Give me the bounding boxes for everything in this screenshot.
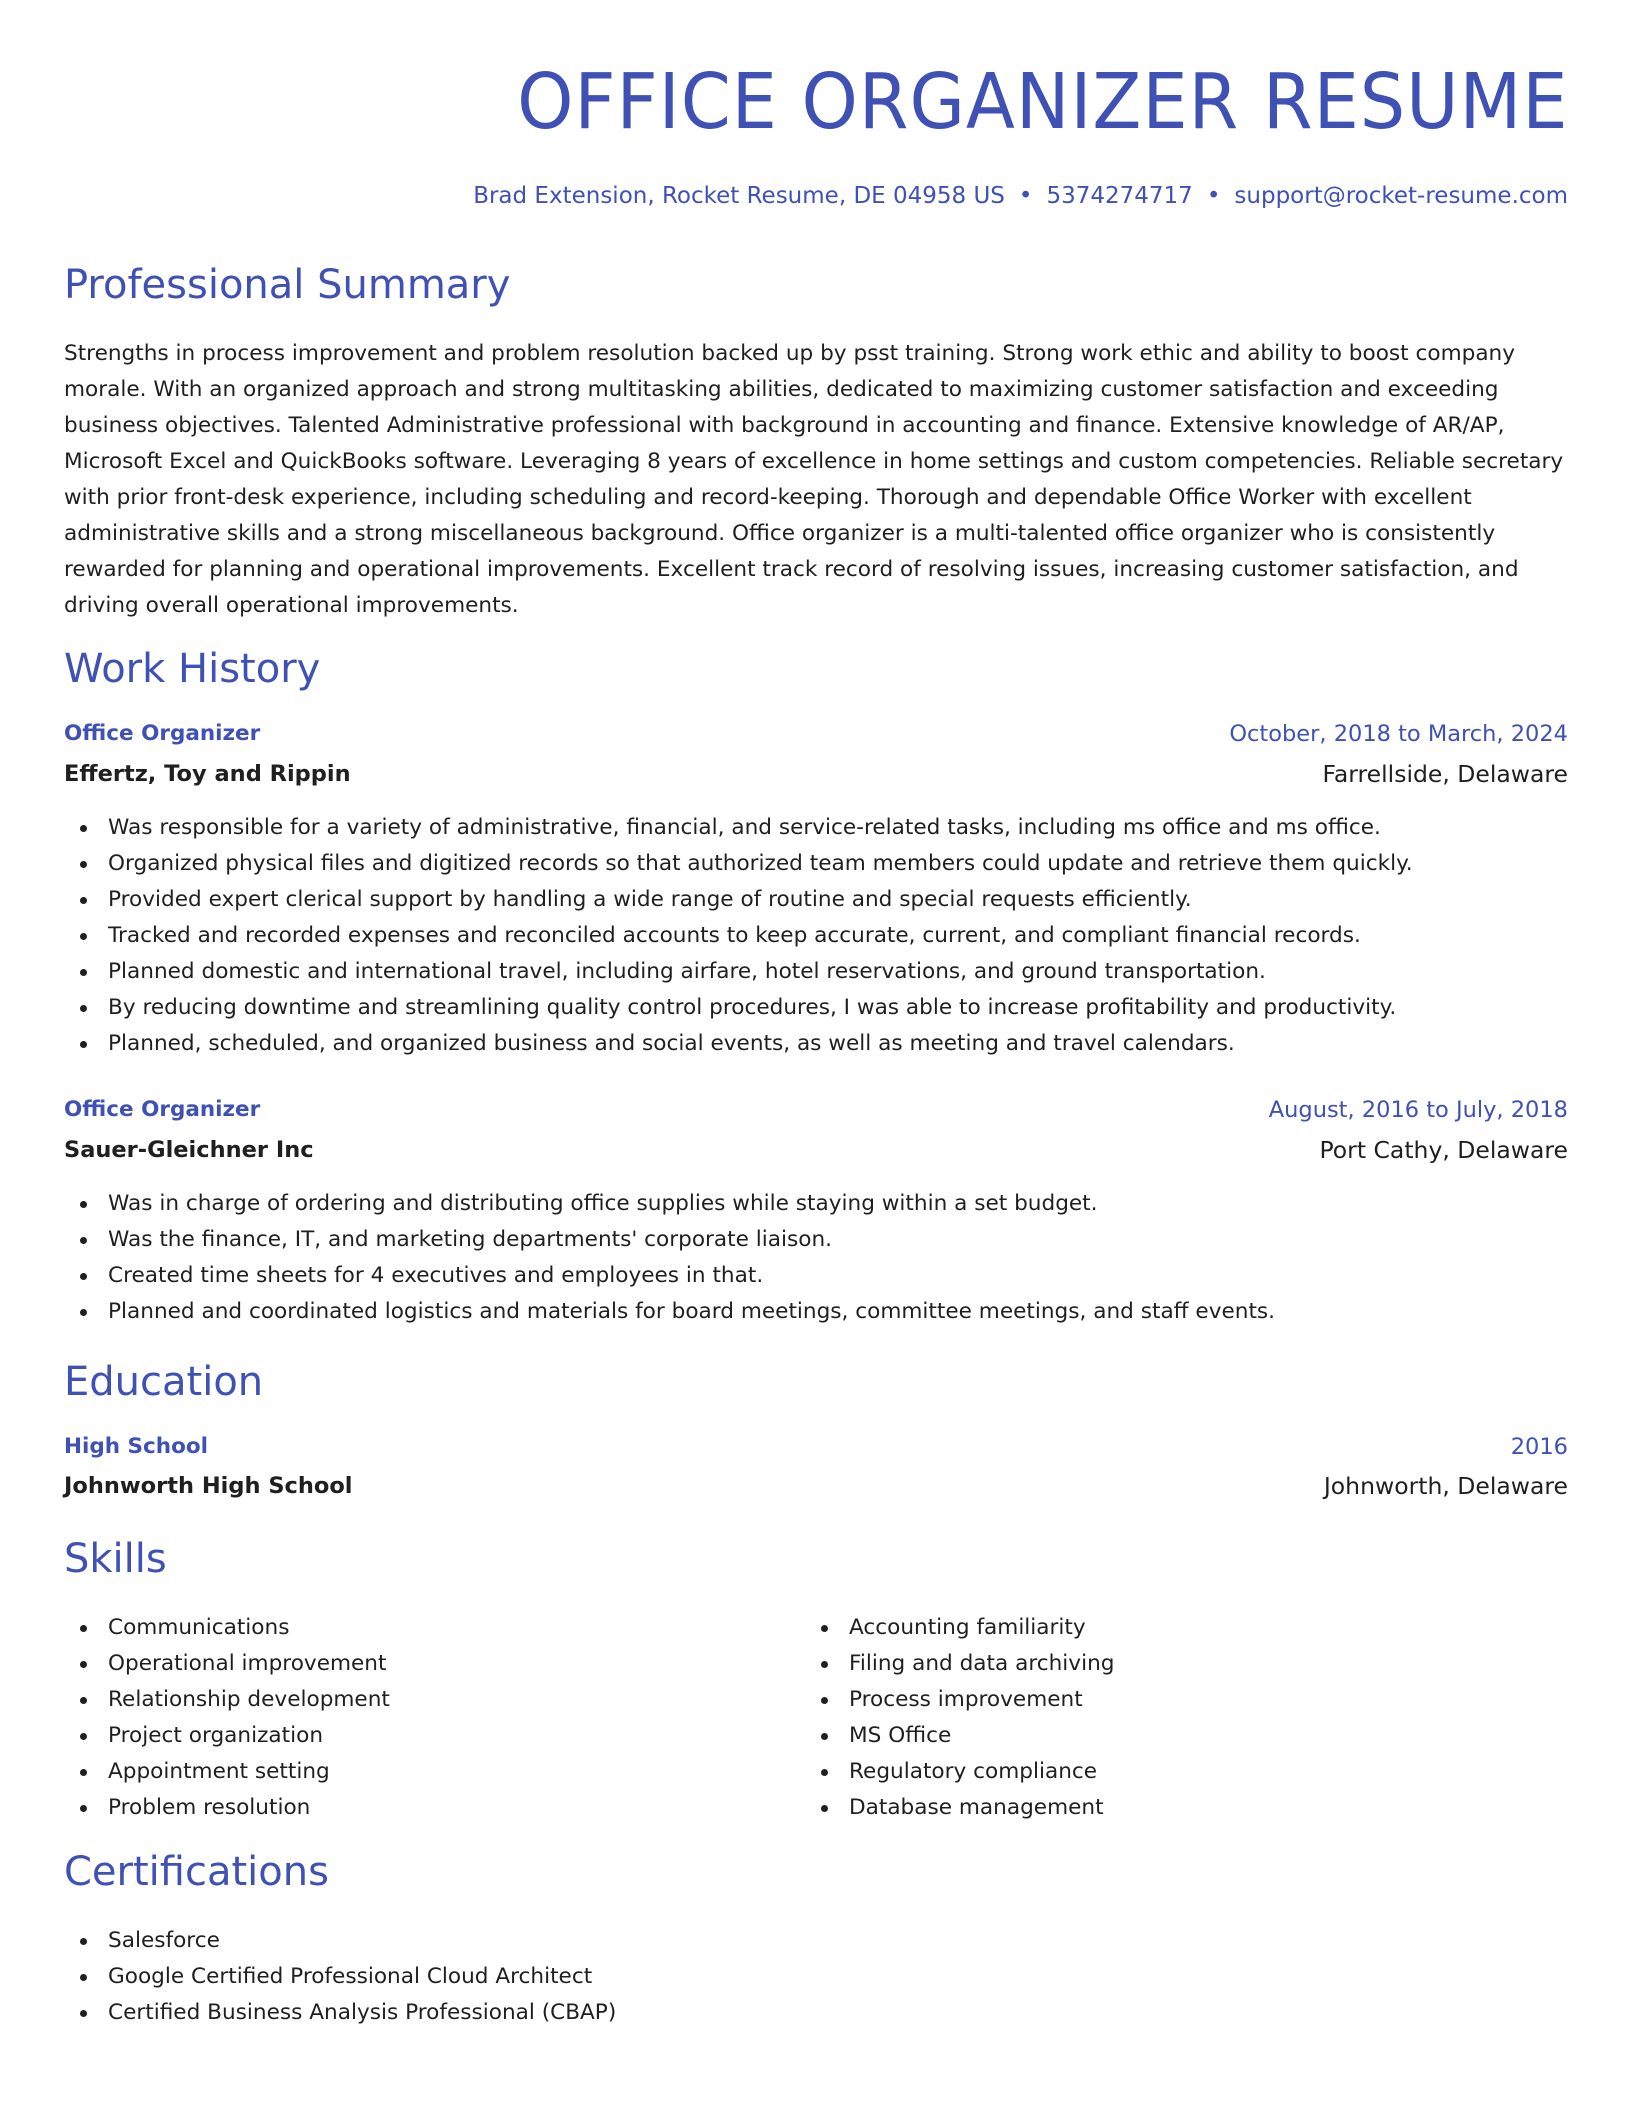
work-history-heading: Work History bbox=[64, 646, 321, 692]
education-school: Johnworth High School bbox=[64, 1473, 353, 1499]
skill-item: Accounting familiarity bbox=[805, 1610, 1114, 1646]
contact-address: Brad Extension, Rocket Resume, DE 04958 US bbox=[473, 183, 1005, 209]
skills-list-left bbox=[64, 1610, 390, 1826]
skill-item: Communications bbox=[64, 1610, 390, 1646]
skill-item: Database management bbox=[805, 1790, 1114, 1826]
contact-separator: • bbox=[1018, 183, 1033, 209]
list-item: Provided expert clerical support by handling a wide range of routine and special requests efficiently. bbox=[64, 882, 1413, 918]
skill-item: Relationship development bbox=[64, 1682, 390, 1718]
education-degree: High School bbox=[64, 1434, 208, 1459]
list-item: Planned domestic and international travel, including airfare, hotel reservations, and ground transportation. bbox=[64, 954, 1413, 990]
skill-item: Appointment setting bbox=[64, 1754, 390, 1790]
list-item: Created time sheets for 4 executives and employees in that. bbox=[64, 1258, 1275, 1294]
contact-phone: 5374274717 bbox=[1046, 183, 1193, 209]
skill-item: Project organization bbox=[64, 1718, 390, 1754]
education-heading: Education bbox=[64, 1359, 264, 1405]
job-location: Port Cathy, Delaware bbox=[1319, 1136, 1568, 1164]
list-item: Planned and coordinated logistics and materials for board meetings, committee meetings, and staff events. bbox=[64, 1294, 1275, 1330]
list-item: By reducing downtime and streamlining quality control procedures, I was able to increase profitability and productivity. bbox=[64, 990, 1413, 1026]
certification-item: Google Certified Professional Cloud Architect bbox=[64, 1959, 616, 1995]
resume-page bbox=[64, 0, 1568, 2112]
job-company-row-2 bbox=[64, 1133, 1568, 1167]
job-title: Office Organizer bbox=[64, 1097, 261, 1122]
list-item: Organized physical files and digitized records so that authorized team members could update and retrieve them quickly. bbox=[64, 846, 1413, 882]
list-item: Was responsible for a variety of administrative, financial, and service-related tasks, including ms office and ms office. bbox=[64, 810, 1413, 846]
skill-item: Process improvement bbox=[805, 1682, 1114, 1718]
job-dates: August, 2016 to July, 2018 bbox=[1268, 1097, 1568, 1123]
contact-separator: • bbox=[1206, 183, 1221, 209]
contact-line bbox=[473, 180, 1568, 212]
list-item: Was the finance, IT, and marketing departments' corporate liaison. bbox=[64, 1222, 1275, 1258]
job-header-2 bbox=[64, 1093, 1568, 1127]
job-title: Office Organizer bbox=[64, 721, 261, 746]
job-bullets-2 bbox=[64, 1186, 1275, 1330]
skill-item: Filing and data archiving bbox=[805, 1646, 1114, 1682]
list-item: Planned, scheduled, and organized business and social events, as well as meeting and travel calendars. bbox=[64, 1026, 1413, 1062]
education-year: 2016 bbox=[1510, 1434, 1568, 1460]
job-company-row-1 bbox=[64, 757, 1568, 791]
education-location: Johnworth, Delaware bbox=[1323, 1472, 1568, 1500]
skill-item: Problem resolution bbox=[64, 1790, 390, 1826]
certification-item: Certified Business Analysis Professional (CBAP) bbox=[64, 1995, 616, 2031]
list-item: Tracked and recorded expenses and reconciled accounts to keep accurate, current, and compliant financial records. bbox=[64, 918, 1413, 954]
summary-text: Strengths in process improvement and problem resolution backed up by psst training. Strong work ethic and ability to boost company morale. With an organized approach and strong multitasking abilities, dedicated to maximizing customer satisfaction and exceeding business objectives. Talented Administrative professional with background in accounting and finance. Extensive knowledge of AR/AP, Microsoft Excel and QuickBooks software. Leveraging 8 years of excellence in home settings and custom competencies. Reliable secretary with prior front-desk experience, including scheduling and record-keeping. Thorough and dependable Office Worker with excellent administrative skills and a strong miscellaneous background. Office organizer is a multi-talented office organizer who is consistently rewarded for planning and operational improvements. Excellent track record of resolving issues, increasing customer satisfaction, and driving overall operational improvements. bbox=[64, 341, 1564, 618]
certifications-list bbox=[64, 1923, 616, 2031]
job-company: Effertz, Toy and Rippin bbox=[64, 761, 351, 787]
skill-item: Regulatory compliance bbox=[805, 1754, 1114, 1790]
skills-heading: Skills bbox=[64, 1536, 167, 1582]
job-location: Farrellside, Delaware bbox=[1322, 760, 1568, 788]
resume-title: OFFICE ORGANIZER RESUME bbox=[516, 58, 1568, 147]
job-company: Sauer-Gleichner Inc bbox=[64, 1137, 314, 1163]
job-header-1 bbox=[64, 717, 1568, 751]
certifications-heading: Certifications bbox=[64, 1849, 329, 1895]
education-school-row bbox=[64, 1469, 1568, 1503]
job-bullets-1 bbox=[64, 810, 1413, 1062]
skill-item: Operational improvement bbox=[64, 1646, 390, 1682]
certification-item: Salesforce bbox=[64, 1923, 616, 1959]
education-header bbox=[64, 1430, 1568, 1464]
job-dates: October, 2018 to March, 2024 bbox=[1229, 721, 1568, 747]
skill-item: MS Office bbox=[805, 1718, 1114, 1754]
summary-heading: Professional Summary bbox=[64, 262, 511, 308]
skills-list-right bbox=[805, 1610, 1114, 1826]
list-item: Was in charge of ordering and distributing office supplies while staying within a set budget. bbox=[64, 1186, 1275, 1222]
contact-email[interactable]: support@rocket-resume.com bbox=[1234, 183, 1568, 209]
